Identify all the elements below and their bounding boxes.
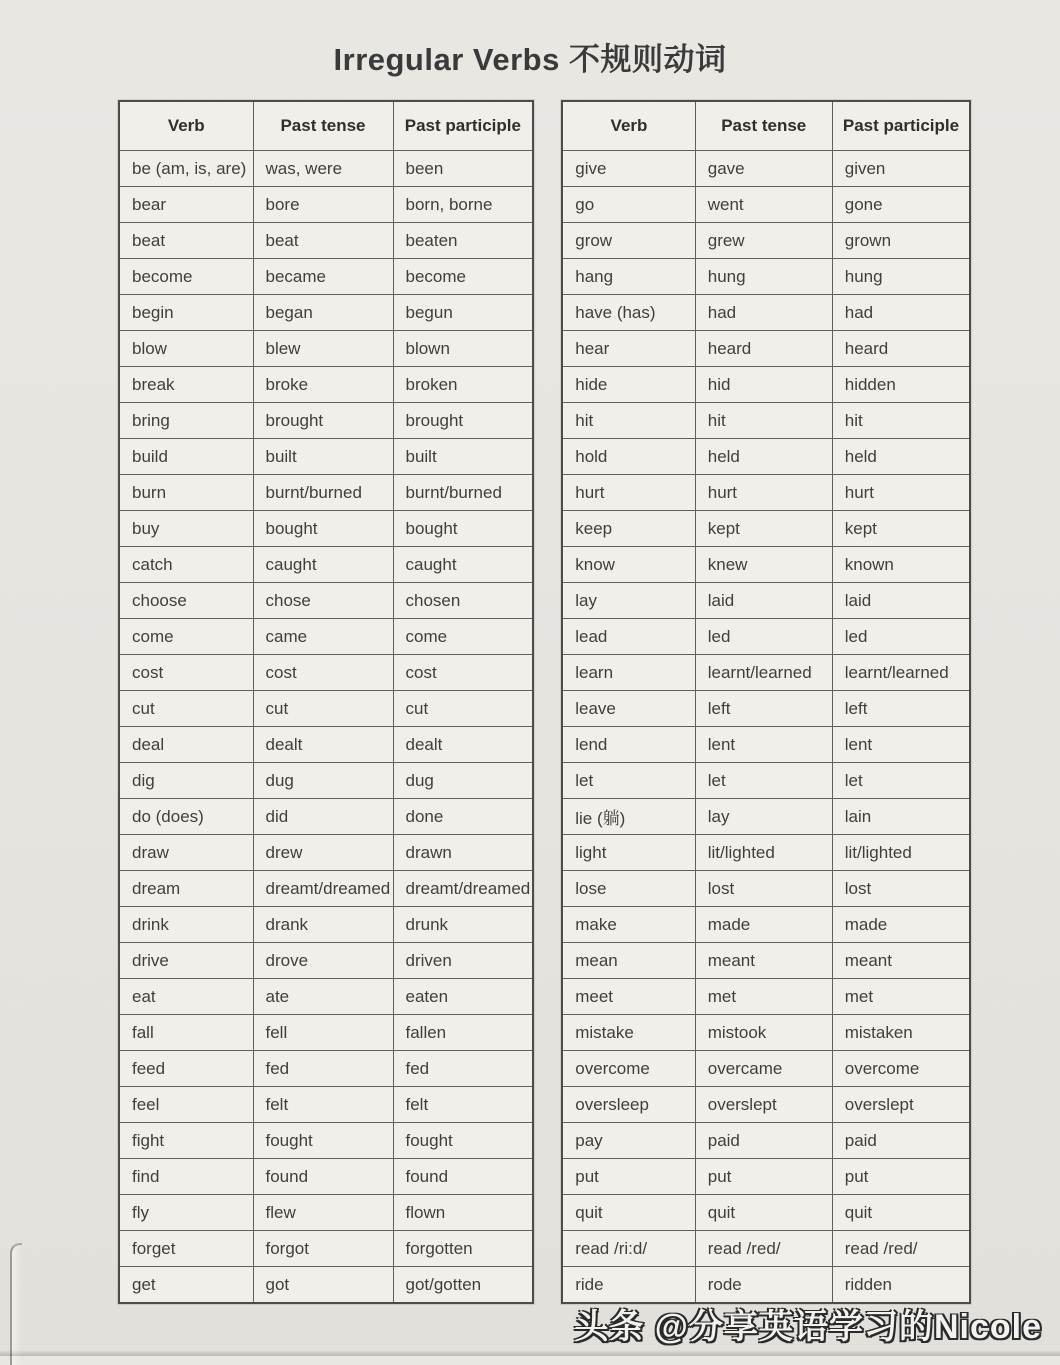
verb-row xyxy=(119,1015,533,1051)
cell-verb: meet xyxy=(562,979,695,1015)
cell-past-tense: hurt xyxy=(695,475,832,511)
cell-past-participle: kept xyxy=(832,511,970,547)
verb-row xyxy=(562,943,970,979)
cell-past-participle: quit xyxy=(832,1195,970,1231)
verb-row xyxy=(119,295,533,331)
cell-past-tense: caught xyxy=(253,547,393,583)
cell-verb: hold xyxy=(562,439,695,475)
verb-row xyxy=(119,367,533,403)
verb-row xyxy=(119,871,533,907)
cell-past-participle: bought xyxy=(393,511,533,547)
cell-verb: know xyxy=(562,547,695,583)
cell-past-tense: became xyxy=(253,259,393,295)
cell-verb: lose xyxy=(562,871,695,907)
irregular-verbs-table-right xyxy=(561,100,971,1304)
cell-past-tense: felt xyxy=(253,1087,393,1123)
cell-verb: beat xyxy=(119,223,253,259)
cell-verb: cut xyxy=(119,691,253,727)
verb-row xyxy=(119,835,533,871)
cell-verb: fall xyxy=(119,1015,253,1051)
cell-past-participle: meant xyxy=(832,943,970,979)
cell-past-participle: cost xyxy=(393,655,533,691)
cell-verb: dream xyxy=(119,871,253,907)
cell-verb: do (does) xyxy=(119,799,253,835)
verb-row xyxy=(119,259,533,295)
scan-shadow xyxy=(0,1350,1060,1356)
verb-row xyxy=(119,403,533,439)
cell-past-tense: bore xyxy=(253,187,393,223)
cell-verb: fight xyxy=(119,1123,253,1159)
cell-past-tense: ate xyxy=(253,979,393,1015)
cell-past-tense: lay xyxy=(695,799,832,835)
verb-row xyxy=(562,1195,970,1231)
cell-past-participle: hurt xyxy=(832,475,970,511)
cell-past-tense: bought xyxy=(253,511,393,547)
cell-past-participle: begun xyxy=(393,295,533,331)
cell-past-tense: was, were xyxy=(253,151,393,187)
cell-verb: cost xyxy=(119,655,253,691)
cell-past-tense: laid xyxy=(695,583,832,619)
cell-past-tense: drove xyxy=(253,943,393,979)
cell-past-participle: lost xyxy=(832,871,970,907)
cell-verb: hit xyxy=(562,403,695,439)
cell-past-tense: cost xyxy=(253,655,393,691)
verb-row xyxy=(119,943,533,979)
cell-verb: go xyxy=(562,187,695,223)
cell-past-participle: burnt/burned xyxy=(393,475,533,511)
cell-past-participle: driven xyxy=(393,943,533,979)
cell-past-participle: ridden xyxy=(832,1267,970,1304)
cell-verb: bear xyxy=(119,187,253,223)
cell-past-tense: blew xyxy=(253,331,393,367)
cell-verb: light xyxy=(562,835,695,871)
watermark: 头条 @分享英语学习的Nicole xyxy=(574,1308,1042,1346)
verb-row xyxy=(119,475,533,511)
cell-past-participle: read /red/ xyxy=(832,1231,970,1267)
cell-past-participle: hung xyxy=(832,259,970,295)
cell-past-tense: dreamt/dreamed xyxy=(253,871,393,907)
cell-verb: hang xyxy=(562,259,695,295)
cell-verb: catch xyxy=(119,547,253,583)
verb-row xyxy=(119,1087,533,1123)
verb-row xyxy=(562,367,970,403)
cell-past-participle: made xyxy=(832,907,970,943)
cell-past-tense: flew xyxy=(253,1195,393,1231)
column-header-past-tense: Past tense xyxy=(695,101,832,151)
cell-past-tense: found xyxy=(253,1159,393,1195)
cell-past-participle: known xyxy=(832,547,970,583)
cell-past-participle: given xyxy=(832,151,970,187)
verb-row xyxy=(562,295,970,331)
cell-past-participle: hidden xyxy=(832,367,970,403)
column-header-past-participle: Past participle xyxy=(393,101,533,151)
verb-row xyxy=(119,223,533,259)
cell-verb: become xyxy=(119,259,253,295)
cell-verb: hear xyxy=(562,331,695,367)
cell-verb: drink xyxy=(119,907,253,943)
verb-row xyxy=(119,655,533,691)
cell-past-participle: blown xyxy=(393,331,533,367)
verb-row xyxy=(119,1195,533,1231)
cell-past-participle: got/gotten xyxy=(393,1267,533,1304)
verb-row xyxy=(119,1231,533,1267)
cell-verb: eat xyxy=(119,979,253,1015)
verb-row xyxy=(562,655,970,691)
verb-row xyxy=(562,799,970,835)
cell-past-participle: mistaken xyxy=(832,1015,970,1051)
cell-verb: oversleep xyxy=(562,1087,695,1123)
cell-verb: mean xyxy=(562,943,695,979)
cell-verb: mistake xyxy=(562,1015,695,1051)
verb-row xyxy=(562,907,970,943)
cell-verb: begin xyxy=(119,295,253,331)
cell-verb: have (has) xyxy=(562,295,695,331)
cell-past-tense: paid xyxy=(695,1123,832,1159)
cell-past-participle: been xyxy=(393,151,533,187)
cell-past-tense: led xyxy=(695,619,832,655)
cell-past-tense: began xyxy=(253,295,393,331)
cell-past-participle: fallen xyxy=(393,1015,533,1051)
verb-row xyxy=(562,691,970,727)
cell-past-tense: gave xyxy=(695,151,832,187)
verb-row xyxy=(562,871,970,907)
cell-verb: lay xyxy=(562,583,695,619)
cell-verb: ride xyxy=(562,1267,695,1304)
cell-past-participle: paid xyxy=(832,1123,970,1159)
verb-row xyxy=(562,331,970,367)
cell-past-tense: fell xyxy=(253,1015,393,1051)
verb-row xyxy=(562,979,970,1015)
cell-verb: learn xyxy=(562,655,695,691)
page-title: Irregular Verbs 不规则动词 xyxy=(333,42,727,77)
cell-past-tense: lost xyxy=(695,871,832,907)
cell-past-tense: overslept xyxy=(695,1087,832,1123)
cell-past-participle: left xyxy=(832,691,970,727)
cell-verb: make xyxy=(562,907,695,943)
verb-row xyxy=(119,1123,533,1159)
cell-past-participle: built xyxy=(393,439,533,475)
cell-verb: hurt xyxy=(562,475,695,511)
verb-row xyxy=(119,1159,533,1195)
verb-row xyxy=(119,619,533,655)
cell-past-participle: overcome xyxy=(832,1051,970,1087)
verb-tables-container xyxy=(118,100,971,1304)
cell-verb: grow xyxy=(562,223,695,259)
cell-past-participle: done xyxy=(393,799,533,835)
verb-row xyxy=(562,1267,970,1304)
column-header-past-participle: Past participle xyxy=(832,101,970,151)
cell-verb: leave xyxy=(562,691,695,727)
cell-verb: find xyxy=(119,1159,253,1195)
cell-past-participle: born, borne xyxy=(393,187,533,223)
cell-past-tense: put xyxy=(695,1159,832,1195)
cell-past-tense: dealt xyxy=(253,727,393,763)
cell-past-participle: led xyxy=(832,619,970,655)
cell-verb: give xyxy=(562,151,695,187)
verb-row xyxy=(119,799,533,835)
cell-past-participle: chosen xyxy=(393,583,533,619)
header-row xyxy=(562,101,970,151)
cell-past-participle: lit/lighted xyxy=(832,835,970,871)
cell-past-tense: chose xyxy=(253,583,393,619)
cell-past-participle: cut xyxy=(393,691,533,727)
verb-row xyxy=(119,1051,533,1087)
cell-past-tense: built xyxy=(253,439,393,475)
cell-verb: quit xyxy=(562,1195,695,1231)
cell-verb: feed xyxy=(119,1051,253,1087)
verb-row xyxy=(562,1231,970,1267)
cell-past-participle: gone xyxy=(832,187,970,223)
cell-verb: buy xyxy=(119,511,253,547)
cell-past-tense: hit xyxy=(695,403,832,439)
verb-row xyxy=(562,763,970,799)
cell-verb: choose xyxy=(119,583,253,619)
verb-row xyxy=(119,547,533,583)
cell-past-participle: dreamt/dreamed xyxy=(393,871,533,907)
cell-verb: read /ri:d/ xyxy=(562,1231,695,1267)
cell-past-participle: held xyxy=(832,439,970,475)
verb-row xyxy=(562,619,970,655)
cell-past-tense: fought xyxy=(253,1123,393,1159)
cell-past-participle: drawn xyxy=(393,835,533,871)
verb-row xyxy=(119,1267,533,1304)
cell-verb: drive xyxy=(119,943,253,979)
cell-past-participle: eaten xyxy=(393,979,533,1015)
cell-verb: hide xyxy=(562,367,695,403)
column-header-verb: Verb xyxy=(562,101,695,151)
cell-past-participle: flown xyxy=(393,1195,533,1231)
cell-past-tense: learnt/learned xyxy=(695,655,832,691)
cell-past-participle: grown xyxy=(832,223,970,259)
cell-past-tense: drank xyxy=(253,907,393,943)
cell-past-tense: fed xyxy=(253,1051,393,1087)
cell-past-participle: felt xyxy=(393,1087,533,1123)
verb-row xyxy=(119,727,533,763)
cell-past-participle: lent xyxy=(832,727,970,763)
cell-past-participle: heard xyxy=(832,331,970,367)
cell-past-participle: become xyxy=(393,259,533,295)
header-row xyxy=(119,101,533,151)
cell-past-tense: went xyxy=(695,187,832,223)
cell-verb: come xyxy=(119,619,253,655)
verb-row xyxy=(562,151,970,187)
verb-row xyxy=(562,187,970,223)
cell-past-participle: dug xyxy=(393,763,533,799)
cell-past-tense: mistook xyxy=(695,1015,832,1051)
cell-verb: lead xyxy=(562,619,695,655)
cell-past-tense: drew xyxy=(253,835,393,871)
cell-past-tense: cut xyxy=(253,691,393,727)
cell-past-tense: beat xyxy=(253,223,393,259)
cell-past-tense: read /red/ xyxy=(695,1231,832,1267)
cell-past-participle: hit xyxy=(832,403,970,439)
cell-past-participle: fought xyxy=(393,1123,533,1159)
cell-past-tense: kept xyxy=(695,511,832,547)
cell-past-tense: lit/lighted xyxy=(695,835,832,871)
cell-past-participle: broken xyxy=(393,367,533,403)
cell-past-tense: got xyxy=(253,1267,393,1304)
verb-row xyxy=(562,583,970,619)
cell-past-participle: fed xyxy=(393,1051,533,1087)
cell-verb: bring xyxy=(119,403,253,439)
cell-verb: put xyxy=(562,1159,695,1195)
verb-row xyxy=(562,1087,970,1123)
cell-past-tense: hung xyxy=(695,259,832,295)
cell-past-participle: brought xyxy=(393,403,533,439)
verb-row xyxy=(562,223,970,259)
cell-past-tense: held xyxy=(695,439,832,475)
cell-verb: be (am, is, are) xyxy=(119,151,253,187)
cell-past-participle: caught xyxy=(393,547,533,583)
cell-verb: build xyxy=(119,439,253,475)
verb-row xyxy=(119,979,533,1015)
cell-verb: forget xyxy=(119,1231,253,1267)
verb-row xyxy=(562,835,970,871)
verb-row xyxy=(119,763,533,799)
cell-past-participle: come xyxy=(393,619,533,655)
verb-row xyxy=(119,691,533,727)
cell-past-participle: drunk xyxy=(393,907,533,943)
page-curl-artifact xyxy=(10,1243,22,1365)
verb-row xyxy=(562,511,970,547)
cell-past-participle: let xyxy=(832,763,970,799)
cell-past-tense: hid xyxy=(695,367,832,403)
verb-row xyxy=(562,475,970,511)
verb-row xyxy=(119,439,533,475)
cell-verb: burn xyxy=(119,475,253,511)
cell-past-tense: rode xyxy=(695,1267,832,1304)
cell-past-tense: had xyxy=(695,295,832,331)
cell-verb: get xyxy=(119,1267,253,1304)
cell-past-tense: overcame xyxy=(695,1051,832,1087)
cell-past-tense: forgot xyxy=(253,1231,393,1267)
cell-past-participle: met xyxy=(832,979,970,1015)
verb-row xyxy=(562,439,970,475)
cell-past-tense: came xyxy=(253,619,393,655)
verb-row xyxy=(119,187,533,223)
verb-row xyxy=(562,727,970,763)
cell-verb: let xyxy=(562,763,695,799)
verb-row xyxy=(562,1159,970,1195)
verb-row xyxy=(119,907,533,943)
cell-past-tense: left xyxy=(695,691,832,727)
cell-verb: fly xyxy=(119,1195,253,1231)
cell-past-tense: made xyxy=(695,907,832,943)
cell-past-tense: dug xyxy=(253,763,393,799)
cell-past-participle: lain xyxy=(832,799,970,835)
cell-verb: break xyxy=(119,367,253,403)
cell-past-tense: lent xyxy=(695,727,832,763)
cell-verb: overcome xyxy=(562,1051,695,1087)
column-header-verb: Verb xyxy=(119,101,253,151)
column-header-past-tense: Past tense xyxy=(253,101,393,151)
cell-verb: lie (躺) xyxy=(562,799,695,835)
verb-row xyxy=(562,1051,970,1087)
verb-row xyxy=(119,583,533,619)
verb-row xyxy=(119,151,533,187)
cell-verb: dig xyxy=(119,763,253,799)
cell-past-participle: laid xyxy=(832,583,970,619)
cell-verb: draw xyxy=(119,835,253,871)
cell-past-tense: met xyxy=(695,979,832,1015)
cell-past-tense: grew xyxy=(695,223,832,259)
cell-verb: lend xyxy=(562,727,695,763)
verb-row xyxy=(562,1015,970,1051)
cell-past-participle: found xyxy=(393,1159,533,1195)
cell-past-tense: quit xyxy=(695,1195,832,1231)
cell-past-participle: overslept xyxy=(832,1087,970,1123)
cell-verb: blow xyxy=(119,331,253,367)
cell-past-tense: knew xyxy=(695,547,832,583)
cell-past-tense: did xyxy=(253,799,393,835)
cell-verb: deal xyxy=(119,727,253,763)
cell-past-participle: put xyxy=(832,1159,970,1195)
cell-past-tense: brought xyxy=(253,403,393,439)
cell-past-tense: heard xyxy=(695,331,832,367)
cell-past-tense: burnt/burned xyxy=(253,475,393,511)
verb-row xyxy=(562,259,970,295)
verb-row xyxy=(119,511,533,547)
cell-past-participle: had xyxy=(832,295,970,331)
cell-verb: keep xyxy=(562,511,695,547)
cell-past-tense: meant xyxy=(695,943,832,979)
cell-past-participle: beaten xyxy=(393,223,533,259)
cell-past-tense: let xyxy=(695,763,832,799)
verb-row xyxy=(119,331,533,367)
irregular-verbs-table-left xyxy=(118,100,534,1304)
cell-past-participle: forgotten xyxy=(393,1231,533,1267)
cell-past-tense: broke xyxy=(253,367,393,403)
verb-row xyxy=(562,1123,970,1159)
verb-row xyxy=(562,547,970,583)
cell-past-participle: learnt/learned xyxy=(832,655,970,691)
cell-verb: feel xyxy=(119,1087,253,1123)
verb-row xyxy=(562,403,970,439)
cell-past-participle: dealt xyxy=(393,727,533,763)
cell-verb: pay xyxy=(562,1123,695,1159)
